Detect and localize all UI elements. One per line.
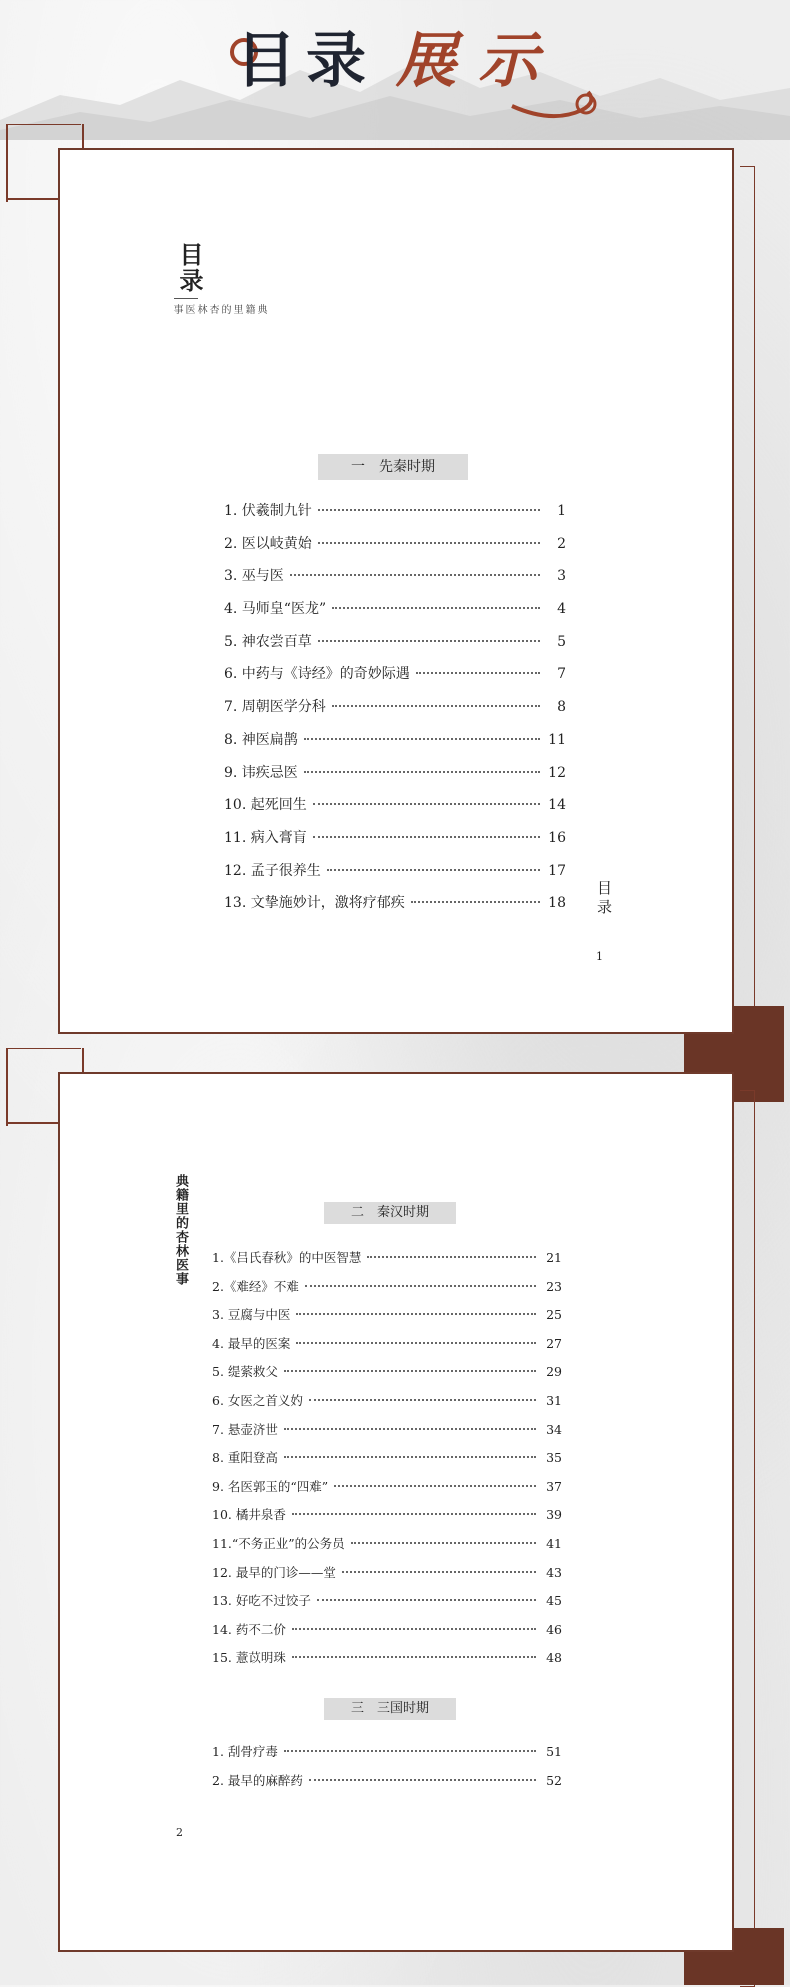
heading-char-4: 示	[478, 26, 538, 96]
toc-entry	[224, 631, 566, 664]
dot-leader	[327, 869, 540, 871]
toc-entry	[224, 827, 566, 860]
toc-entry	[212, 1248, 562, 1277]
toc-entry	[224, 794, 566, 827]
toc-entry-page: 35	[546, 1450, 562, 1466]
vertical-title-main: 目录	[175, 242, 203, 294]
toc-entry-title: 7. 周朝医学分科	[224, 699, 326, 716]
toc-entry	[224, 565, 566, 598]
dot-leader	[296, 1313, 536, 1315]
dot-leader	[292, 1513, 536, 1515]
side-mark: 目录	[595, 880, 613, 918]
toc-entry-title: 6. 中药与《诗经》的奇妙际遇	[224, 666, 410, 683]
toc-entry-page: 18	[548, 895, 566, 912]
toc-entry-page: 25	[546, 1307, 562, 1323]
toc-entry-page: 5	[557, 633, 566, 650]
toc-entry	[212, 1391, 562, 1420]
dot-leader	[342, 1571, 536, 1573]
toc-entry-page: 34	[546, 1421, 562, 1437]
toc-entry	[224, 729, 566, 762]
toc-entry-page: 12	[548, 764, 566, 781]
dot-leader	[367, 1256, 536, 1258]
toc-entry-title: 4. 最早的医案	[212, 1335, 291, 1351]
toc-entry	[212, 1591, 562, 1620]
toc-entry	[212, 1448, 562, 1477]
toc-entry-title: 15. 薏苡明珠	[212, 1650, 286, 1666]
section-badge: 二 秦汉时期	[324, 1202, 456, 1224]
dot-leader	[284, 1750, 536, 1752]
toc-entry-page: 43	[546, 1564, 562, 1580]
dot-leader	[305, 1285, 536, 1287]
dot-leader	[309, 1399, 536, 1401]
dot-leader	[313, 803, 540, 805]
toc-entry-title: 2. 医以岐黄始	[224, 535, 312, 552]
toc-entry-page: 23	[546, 1278, 562, 1294]
toc-entry	[212, 1771, 562, 1800]
toc-entry	[212, 1334, 562, 1363]
toc-entry-title: 9. 名医郭玉的“四难”	[212, 1478, 329, 1494]
toc-page-1	[58, 148, 734, 1034]
toc-entry	[212, 1505, 562, 1534]
toc-entry-page: 52	[546, 1773, 562, 1788]
heading-char-2: 录	[306, 26, 366, 96]
toc-entry-title: 5. 缇萦救父	[212, 1364, 278, 1380]
page-heading	[0, 18, 790, 108]
dot-leader	[284, 1456, 536, 1458]
dot-leader	[304, 771, 540, 773]
frame-line	[6, 198, 60, 200]
dot-leader	[292, 1628, 536, 1630]
toc-entry	[224, 892, 566, 925]
dot-leader	[317, 1599, 536, 1601]
dot-leader	[318, 509, 540, 511]
dot-leader	[318, 542, 540, 544]
section-badge: 三 三国时期	[324, 1698, 456, 1720]
dot-leader	[304, 738, 540, 740]
toc-entry	[224, 696, 566, 729]
dot-leader	[284, 1370, 536, 1372]
toc-entry-page: 4	[557, 601, 566, 618]
toc-entry-page: 7	[557, 666, 566, 683]
frame-line	[740, 166, 755, 1052]
toc-entry-page: 3	[557, 568, 566, 585]
toc-entry-title: 13. 好吃不过饺子	[212, 1593, 311, 1609]
toc-entry-page: 46	[546, 1621, 562, 1637]
dot-leader	[296, 1342, 536, 1344]
frame-line	[740, 1090, 755, 1987]
dot-leader	[313, 836, 540, 838]
toc-entry-title: 1. 刮骨疗毒	[212, 1744, 278, 1759]
toc-entry	[212, 1277, 562, 1306]
toc-entry-title: 12. 孟子很养生	[224, 862, 321, 879]
toc-page-2	[58, 1072, 734, 1952]
toc-entry-page: 1	[557, 503, 566, 519]
toc-list	[212, 1248, 562, 1677]
toc-entry-title: 11.“不务正业”的公务员	[212, 1535, 345, 1551]
dot-leader	[416, 672, 540, 674]
toc-entry-page: 16	[548, 829, 566, 846]
toc-entry	[224, 500, 566, 533]
dot-leader	[351, 1542, 536, 1544]
frame-line	[6, 124, 8, 202]
toc-entry-title: 8. 重阳登高	[212, 1450, 278, 1466]
vertical-logo: 典籍里的杏林医事	[173, 1174, 188, 1286]
toc-entry-page: 39	[546, 1507, 562, 1523]
toc-entry	[212, 1534, 562, 1563]
toc-entry-title: 6. 女医之首义妁	[212, 1392, 303, 1408]
page-number: 1	[596, 950, 603, 963]
toc-entry-page: 51	[546, 1744, 562, 1759]
toc-entry-page: 17	[548, 862, 566, 879]
toc-entry	[224, 860, 566, 893]
toc-entry	[212, 1620, 562, 1649]
toc-entry	[224, 598, 566, 631]
toc-entry-page: 2	[557, 535, 566, 552]
toc-entry	[224, 762, 566, 795]
dot-leader	[332, 705, 540, 707]
toc-entry-title: 5. 神农尝百草	[224, 633, 312, 650]
toc-entry-title: 13. 文挚施妙计，激将疗郁疾	[224, 895, 405, 912]
toc-entry-title: 12. 最早的门诊——堂	[212, 1564, 336, 1580]
toc-list	[224, 500, 566, 925]
vertical-title	[171, 242, 266, 314]
toc-entry	[212, 1362, 562, 1391]
toc-entry-page: 45	[546, 1593, 562, 1609]
frame-line	[6, 1122, 60, 1124]
toc-entry-title: 2.《难经》不难	[212, 1278, 299, 1294]
toc-list	[212, 1742, 562, 1800]
toc-entry-page: 14	[548, 797, 566, 814]
toc-entry-title: 3. 豆腐与中医	[212, 1307, 291, 1323]
dot-leader	[411, 901, 540, 903]
section-badge: 一 先秦时期	[318, 454, 468, 480]
dot-leader	[284, 1428, 536, 1430]
toc-entry-page: 21	[546, 1250, 562, 1265]
toc-entry-page: 27	[546, 1335, 562, 1351]
dot-leader	[332, 607, 540, 609]
toc-entry	[212, 1648, 562, 1677]
title-divider	[174, 298, 198, 299]
toc-entry	[212, 1742, 562, 1771]
toc-entry-page: 29	[546, 1364, 562, 1380]
toc-entry	[224, 533, 566, 566]
page-number: 2	[176, 1826, 183, 1839]
frame-line	[82, 124, 84, 150]
toc-entry-title: 11. 病入膏肓	[224, 829, 307, 846]
toc-entry-title: 8. 神医扁鹊	[224, 731, 298, 748]
toc-entry-page: 8	[557, 699, 566, 716]
toc-entry-page: 48	[546, 1650, 562, 1666]
toc-entry-title: 9. 讳疾忌医	[224, 764, 298, 781]
toc-entry	[212, 1420, 562, 1449]
toc-entry	[212, 1477, 562, 1506]
dot-leader	[290, 574, 540, 576]
toc-entry-title: 2. 最早的麻醉药	[212, 1773, 303, 1788]
dot-leader	[292, 1656, 536, 1658]
toc-entry-page: 41	[546, 1535, 562, 1551]
heading-char-1: 目	[236, 26, 296, 96]
vertical-title-sub: 典籍里的杏林医事	[171, 304, 266, 314]
toc-entry-title: 10. 橘井泉香	[212, 1507, 286, 1523]
toc-entry-title: 4. 马师皇“医龙”	[224, 601, 327, 618]
toc-entry-title: 1.《吕氏春秋》的中医智慧	[212, 1250, 362, 1265]
toc-entry	[212, 1305, 562, 1334]
frame-line	[6, 1048, 8, 1126]
toc-entry-title: 3. 巫与医	[224, 568, 284, 585]
toc-entry-page: 31	[546, 1392, 562, 1408]
toc-entry	[212, 1563, 562, 1592]
toc-entry	[224, 663, 566, 696]
frame-line	[82, 1048, 84, 1074]
toc-entry-title: 1. 伏羲制九针	[224, 503, 312, 519]
heading-char-3: 展	[396, 26, 456, 96]
toc-entry-page: 11	[548, 731, 566, 748]
dot-leader	[318, 640, 540, 642]
toc-entry-title: 7. 悬壶济世	[212, 1421, 278, 1437]
toc-entry-title: 14. 药不二价	[212, 1621, 286, 1637]
dot-leader	[334, 1485, 536, 1487]
dot-leader	[309, 1779, 536, 1781]
toc-entry-title: 10. 起死回生	[224, 797, 307, 814]
toc-entry-page: 37	[546, 1478, 562, 1494]
